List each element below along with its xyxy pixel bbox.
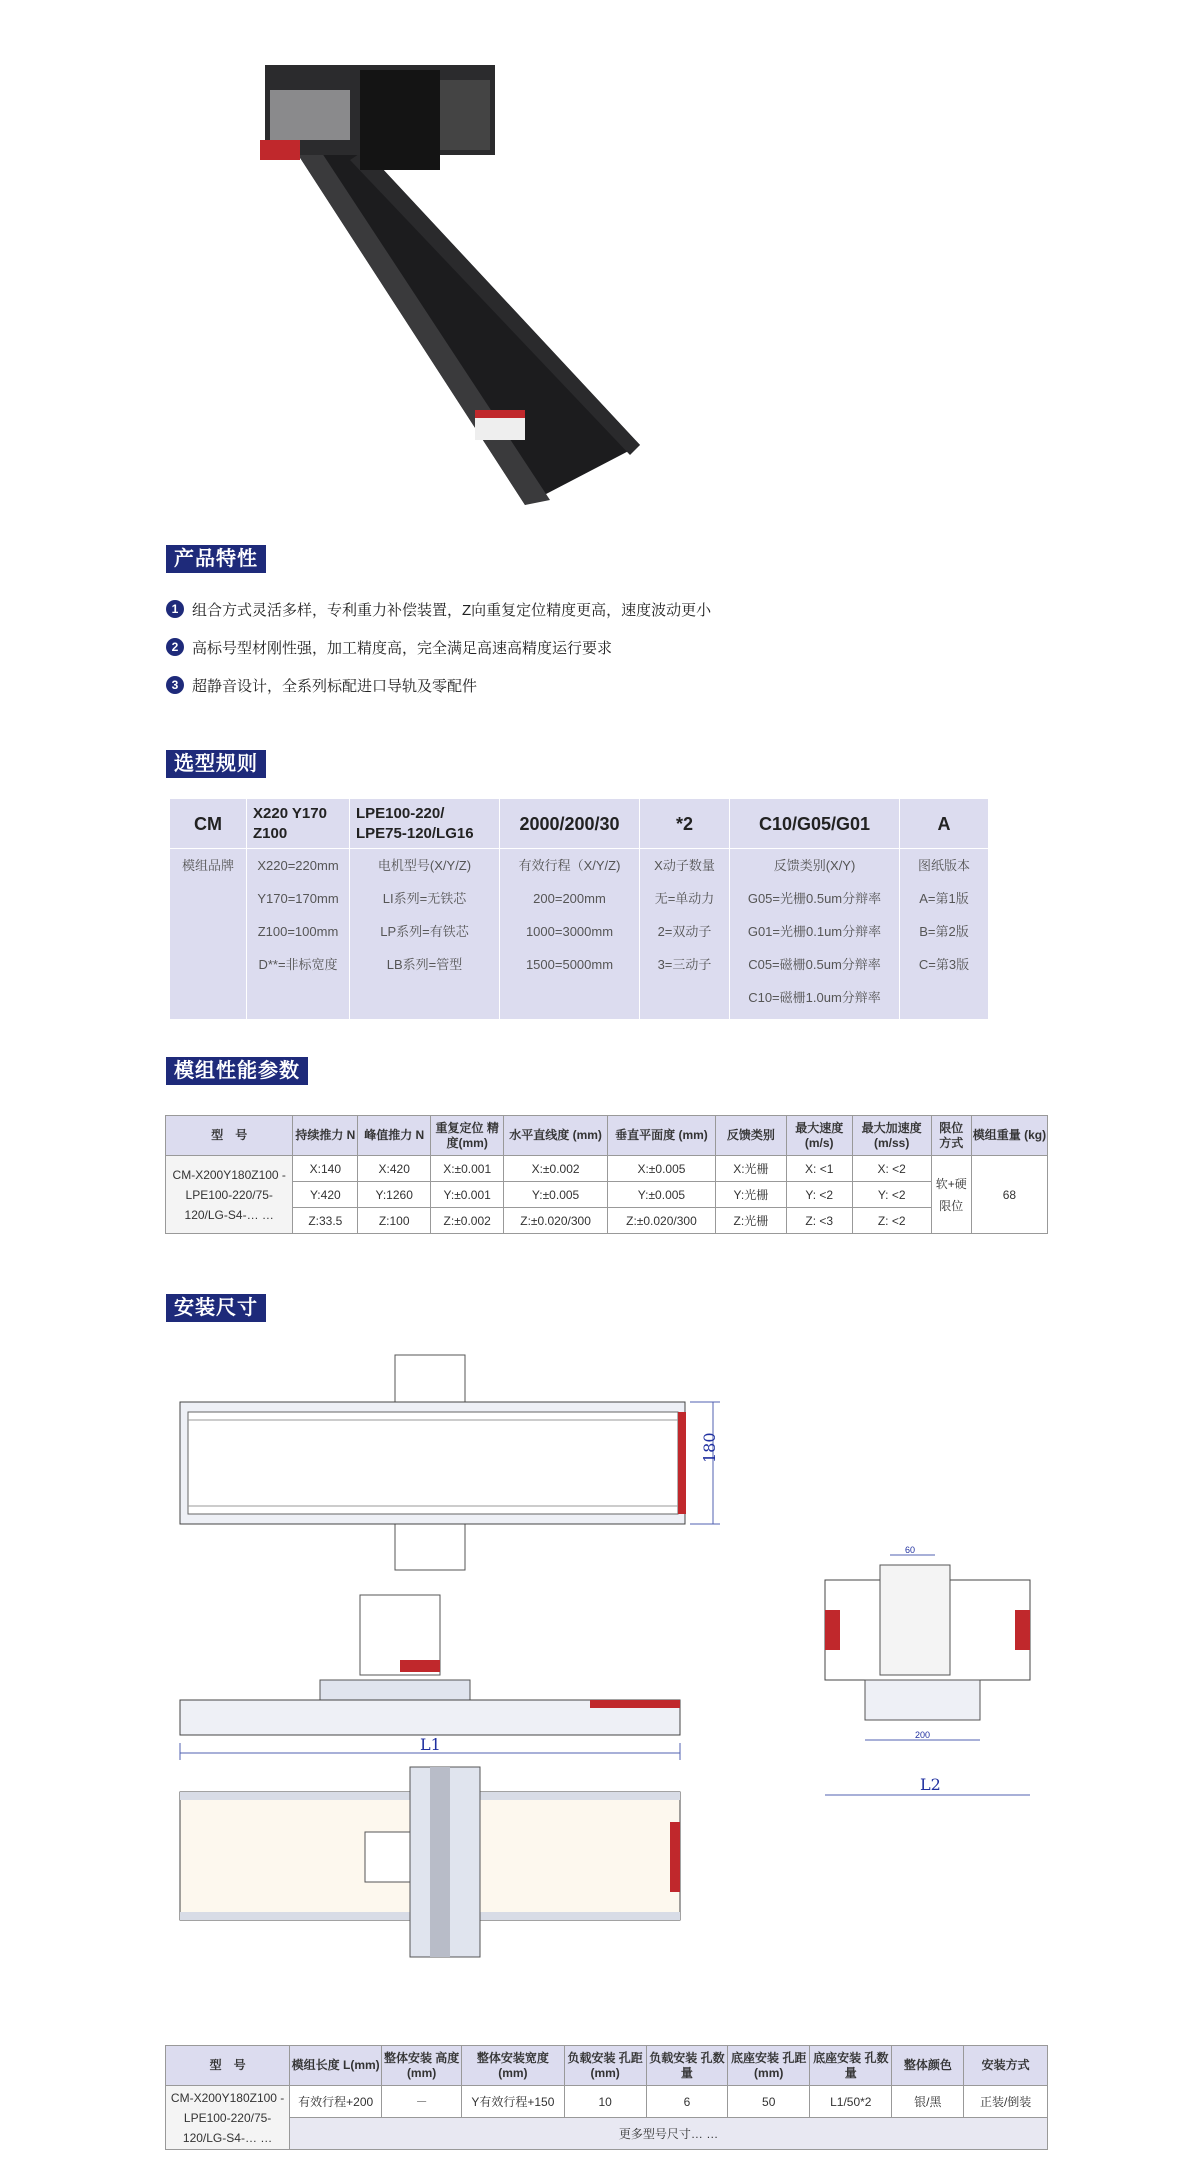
table-header: 底座安装 孔数量: [810, 2046, 892, 2086]
table-row: [166, 1182, 1048, 1208]
selection-head: X220 Y170 Z100: [247, 799, 349, 849]
table-header: 型 号: [166, 1116, 293, 1156]
table-header: 模组重量 (kg): [971, 1116, 1047, 1156]
table-cell: 有效行程+200: [290, 2086, 382, 2118]
selection-cell: 图纸版本: [917, 858, 970, 873]
model-cell: CM-X200Y180Z100 -LPE100-220/75- 120/LG-S4-… …: [166, 1156, 293, 1234]
table-row: [166, 1156, 1048, 1182]
performance-table: [165, 1115, 1048, 1234]
feature-item: [166, 598, 711, 620]
table-cell: Z:100: [358, 1208, 431, 1234]
selection-cell: C10=磁栅1.0um分辩率: [748, 990, 881, 1005]
selection-column: [900, 799, 988, 1019]
side-view-drawing: [820, 1545, 1040, 1805]
more-sizes-cell: 更多型号尺寸… …: [290, 2118, 1048, 2150]
table-header: 安装方式: [964, 2046, 1048, 2086]
table-cell: X:420: [358, 1156, 431, 1182]
table-cell: Z:±0.020/300: [504, 1208, 608, 1234]
install-table: [165, 2045, 1048, 2150]
selection-table: [170, 799, 988, 1019]
number-badge: 3: [166, 676, 184, 694]
selection-cell: LI系列=无铁芯: [382, 891, 467, 906]
table-cell: Y: <2: [852, 1182, 931, 1208]
table-cell: Y有效行程+150: [462, 2086, 565, 2118]
table-header: 峰值推力 N: [358, 1116, 431, 1156]
selection-cell: 1500=5000mm: [525, 957, 614, 972]
table-header: 垂直平面度 (mm): [607, 1116, 715, 1156]
table-cell: 50: [728, 2086, 810, 2118]
selection-cell: LP系列=有铁芯: [380, 924, 469, 939]
selection-cell: D**=非标宽度: [258, 957, 338, 972]
bottom-view-drawing: [170, 1762, 690, 1962]
selection-cell: G01=光栅0.1um分辩率: [747, 924, 882, 939]
selection-cell: A=第1版: [919, 891, 969, 906]
front-view-drawing: [170, 1585, 710, 1760]
table-header: 限位 方式: [931, 1116, 971, 1156]
table-cell: 10: [564, 2086, 646, 2118]
selection-cell: X220=220mm: [257, 858, 339, 873]
install-section-title: 安装尺寸: [166, 1294, 266, 1322]
selection-head: *2: [640, 799, 729, 849]
table-cell: X:140: [293, 1156, 358, 1182]
table-header: 负载安装 孔数量: [646, 2046, 728, 2086]
table-cell: 正装/倒装: [964, 2086, 1048, 2118]
table-cell: 6: [646, 2086, 728, 2118]
table-cell: 银/黑: [892, 2086, 964, 2118]
feature-text: 高标号型材刚性强，加工精度高，完全满足高速高精度运行要求: [192, 639, 613, 657]
table-header: 整体安装宽度 (mm): [462, 2046, 565, 2086]
table-cell: L1/50*2: [810, 2086, 892, 2118]
table-cell: X:±0.005: [607, 1156, 715, 1182]
selection-cell: 反馈类别(X/Y): [773, 858, 856, 873]
feature-item: [166, 636, 612, 658]
limit-cell: 软+硬 限位: [931, 1156, 971, 1234]
selection-cell: 有效行程（X/Y/Z): [518, 858, 621, 873]
table-header: 最大速度 (m/s): [786, 1116, 852, 1156]
table-header: 模组长度 L(mm): [290, 2046, 382, 2086]
table-cell: Y: <2: [786, 1182, 852, 1208]
feature-text: 超静音设计，全系列标配进口导轨及零配件: [192, 677, 478, 695]
table-cell: X: <1: [786, 1156, 852, 1182]
selection-cell: 3=三动子: [657, 957, 712, 972]
table-cell: Z:±0.002: [431, 1208, 504, 1234]
number-badge: 2: [166, 638, 184, 656]
selection-column: [500, 799, 640, 1019]
dimension-label: L2: [920, 1775, 941, 1794]
table-cell: X:±0.001: [431, 1156, 504, 1182]
selection-cell: C05=磁栅0.5um分辩率: [748, 957, 881, 972]
table-cell: Z:33.5: [293, 1208, 358, 1234]
number-badge: 1: [166, 600, 184, 618]
table-header: 反馈类别: [715, 1116, 786, 1156]
table-header: 最大加速度 (m/ss): [852, 1116, 931, 1156]
table-header: 持续推力 N: [293, 1116, 358, 1156]
feature-item: [166, 674, 477, 696]
top-view-drawing: [170, 1350, 730, 1575]
dimension-label: 60: [905, 1545, 916, 1555]
table-header: 负载安装 孔距(mm): [564, 2046, 646, 2086]
table-header: 整体颜色: [892, 2046, 964, 2086]
selection-cell: Z100=100mm: [257, 924, 339, 939]
selection-cell: Y170=170mm: [257, 891, 339, 906]
selection-head: 2000/200/30: [500, 799, 639, 849]
dimension-label: 180: [700, 1432, 719, 1463]
selection-cell: X动子数量: [654, 858, 715, 873]
dimension-label: 200: [915, 1730, 931, 1740]
dimension-label: L1: [420, 1735, 441, 1754]
table-cell: Y:光栅: [715, 1182, 786, 1208]
table-cell: Y:1260: [358, 1182, 431, 1208]
selection-cell: 无=单动力: [654, 891, 715, 906]
product-image: [250, 60, 640, 510]
table-cell: Z:光栅: [715, 1208, 786, 1234]
table-header: 底座安装 孔距(mm): [728, 2046, 810, 2086]
table-cell: Z: <2: [852, 1208, 931, 1234]
table-cell: X:光栅: [715, 1156, 786, 1182]
selection-column: [170, 799, 247, 1019]
table-header: 型 号: [166, 2046, 290, 2086]
table-row: [166, 1208, 1048, 1234]
selection-cell: LB系列=管型: [386, 957, 463, 972]
selection-head: C10/G05/G01: [730, 799, 899, 849]
table-cell: －: [382, 2086, 462, 2118]
table-cell: Y:420: [293, 1182, 358, 1208]
selection-column: [640, 799, 730, 1019]
table-header: 水平直线度 (mm): [504, 1116, 608, 1156]
selection-head: CM: [170, 799, 246, 849]
table-header: 整体安装 高度(mm): [382, 2046, 462, 2086]
table-cell: Z: <3: [786, 1208, 852, 1234]
table-cell: X:±0.002: [504, 1156, 608, 1182]
selection-head: A: [900, 799, 988, 849]
selection-cell: 电机型号(X/Y/Z): [377, 858, 472, 873]
table-row: [166, 2086, 1048, 2118]
selection-cell: 200=200mm: [533, 891, 606, 906]
table-row: [166, 2118, 1048, 2150]
table-header: 重复定位 精度(mm): [431, 1116, 504, 1156]
table-cell: Y:±0.001: [431, 1182, 504, 1208]
table-cell: X: <2: [852, 1156, 931, 1182]
feature-text: 组合方式灵活多样，专利重力补偿装置，Z向重复定位精度更高，速度波动更小: [192, 601, 712, 619]
selection-column: [247, 799, 350, 1019]
table-cell: Y:±0.005: [504, 1182, 608, 1208]
selection-cell: G05=光栅0.5um分辩率: [747, 891, 882, 906]
table-cell: Z:±0.020/300: [607, 1208, 715, 1234]
features-section-title: 产品特性: [166, 545, 266, 573]
table-cell: Y:±0.005: [607, 1182, 715, 1208]
selection-cell: B=第2版: [919, 924, 969, 939]
selection-head: LPE100-220/ LPE75-120/LG16: [350, 799, 499, 849]
selection-cell: 模组品牌: [181, 858, 234, 873]
selection-section-title: 选型规则: [166, 750, 266, 778]
selection-cell: C=第3版: [918, 957, 970, 972]
weight-cell: 68: [971, 1156, 1047, 1234]
performance-section-title: 模组性能参数: [166, 1057, 308, 1085]
selection-cell: 1000=3000mm: [525, 924, 614, 939]
model-cell: CM-X200Y180Z100 -LPE100-220/75- 120/LG-S4-… …: [166, 2086, 290, 2150]
selection-column: [730, 799, 900, 1019]
selection-column: [350, 799, 500, 1019]
selection-cell: 2=双动子: [657, 924, 712, 939]
